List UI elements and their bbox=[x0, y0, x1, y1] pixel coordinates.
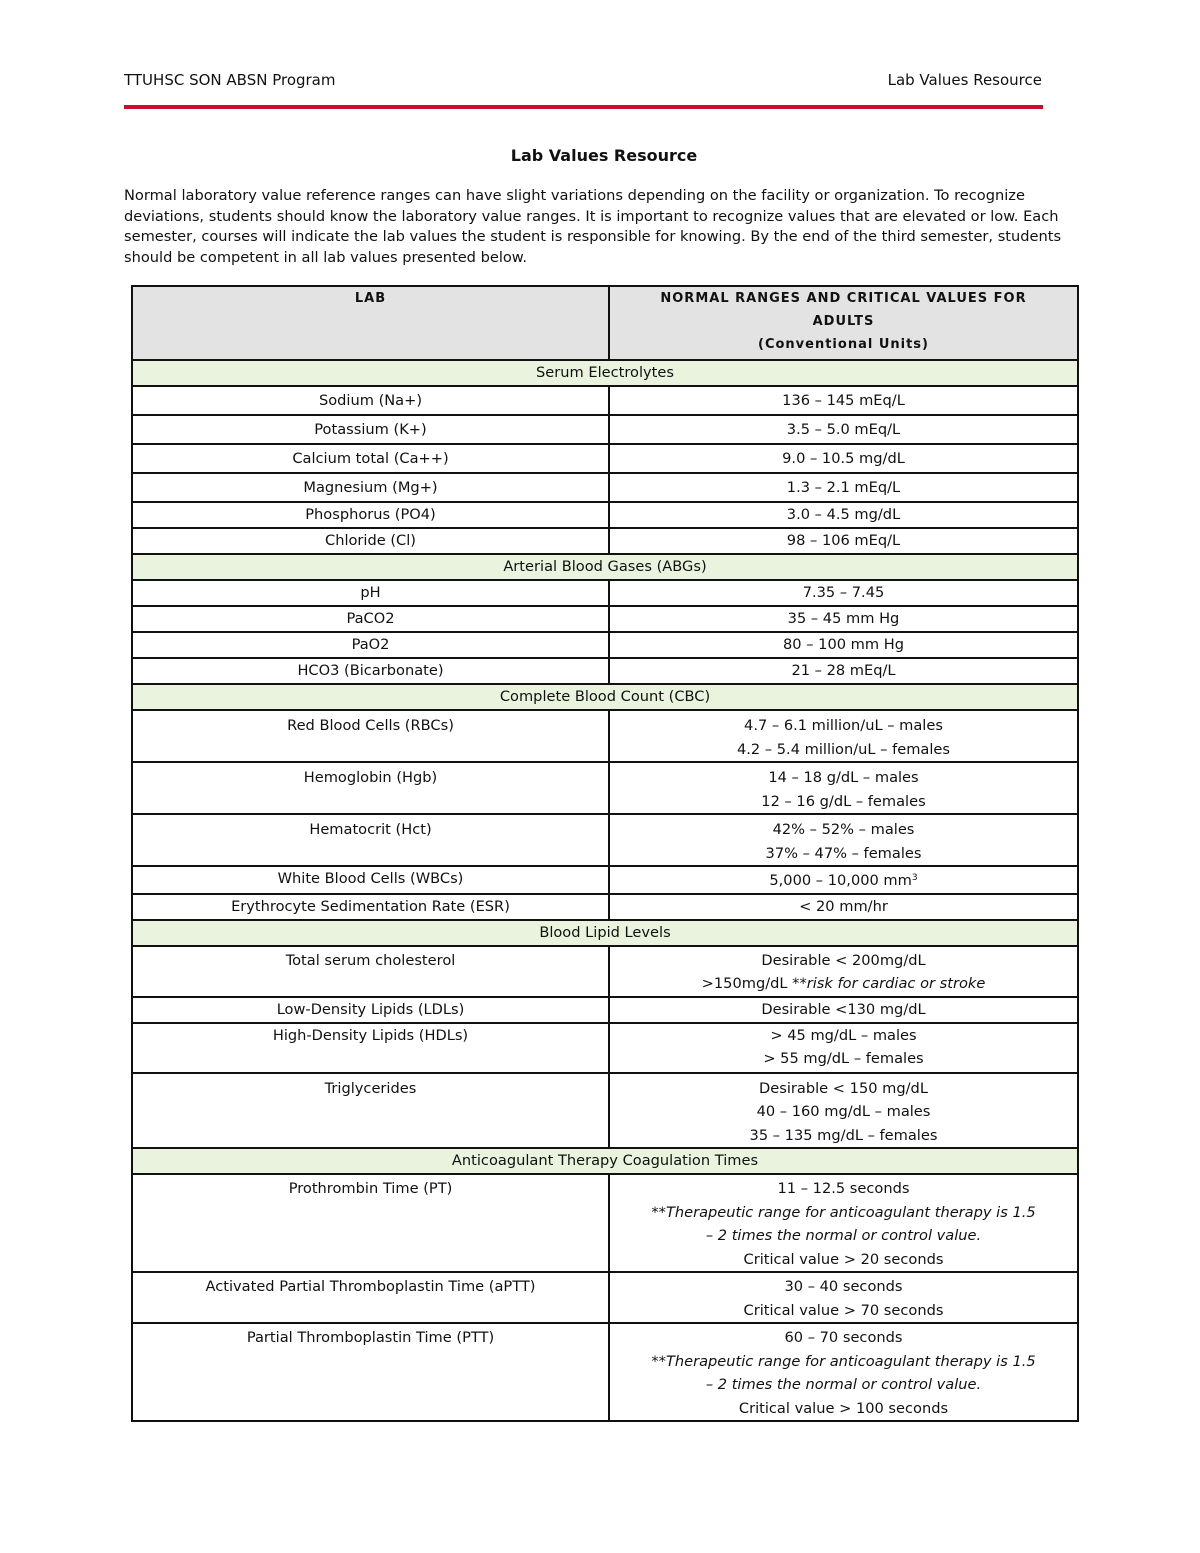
lab-range bbox=[609, 1323, 1078, 1421]
critical-value: Critical value > 70 seconds bbox=[743, 1301, 944, 1319]
lab-range bbox=[609, 710, 1078, 762]
range-line: 40 – 160 mg/dL – males bbox=[756, 1103, 931, 1120]
range-line bbox=[610, 972, 1077, 996]
range-line: 11 – 12.5 seconds bbox=[777, 1180, 910, 1197]
table-row bbox=[132, 946, 1078, 997]
lab-name: Magnesium (Mg+) bbox=[132, 473, 609, 502]
section-title: Anticoagulant Therapy Coagulation Times bbox=[132, 1148, 1078, 1174]
range-line: 37% – 47% – females bbox=[765, 844, 922, 862]
table-row bbox=[132, 814, 1078, 866]
running-header-title: Lab Values Resource bbox=[887, 71, 1042, 89]
table-row bbox=[132, 894, 1078, 920]
section-row bbox=[132, 684, 1078, 710]
range-value: 5,000 – 10,000 mm bbox=[769, 872, 912, 889]
table-row bbox=[132, 386, 1078, 415]
lab-values-table bbox=[131, 285, 1079, 1422]
header-lab: LAB bbox=[132, 286, 609, 360]
section-row bbox=[132, 1148, 1078, 1174]
section-row bbox=[132, 360, 1078, 386]
header-units-label: (Conventional Units) bbox=[758, 337, 929, 352]
lab-name: Activated Partial Thromboplastin Time (aPTT) bbox=[132, 1272, 609, 1323]
lab-range bbox=[609, 946, 1078, 997]
range-superscript: 3 bbox=[911, 873, 918, 883]
table-row bbox=[132, 710, 1078, 762]
table-row bbox=[132, 1272, 1078, 1323]
lab-range bbox=[609, 1272, 1078, 1323]
range-note bbox=[610, 1201, 1077, 1225]
range-line: 42% – 52% – males bbox=[772, 821, 915, 838]
section-title: Blood Lipid Levels bbox=[132, 920, 1078, 946]
lab-range bbox=[609, 1073, 1078, 1149]
lab-range bbox=[609, 866, 1078, 894]
lab-name: Hemoglobin (Hgb) bbox=[132, 762, 609, 814]
intro-paragraph: Normal laboratory value reference ranges can have slight variations depending on the facility or organization. To recognize deviations, students should know the laboratory value ranges. It is important to recognize values that are elevated or low. Each semester, courses will indicate the lab values the student is responsible for knowing. By the end of the third semester, students should be competent in all lab values presented below. bbox=[124, 187, 1062, 267]
lab-range: Desirable <130 mg/dL bbox=[609, 997, 1078, 1023]
range-line: 14 – 18 g/dL – males bbox=[768, 769, 919, 786]
range-line: Desirable < 200mg/dL bbox=[761, 951, 926, 969]
lab-name: Chloride (Cl) bbox=[132, 528, 609, 554]
lab-name: Potassium (K+) bbox=[132, 415, 609, 444]
lab-name: Calcium total (Ca++) bbox=[132, 444, 609, 473]
note-text: Therapeutic range for anticoagulant therapy is 1.5 bbox=[665, 1352, 1036, 1370]
lab-name: PaO2 bbox=[132, 632, 609, 658]
range-line: 4.2 – 5.4 million/uL – females bbox=[736, 740, 951, 758]
lab-range: 80 – 100 mm Hg bbox=[609, 632, 1078, 658]
range-note bbox=[610, 1350, 1077, 1374]
lab-range: 136 – 145 mEq/L bbox=[609, 386, 1078, 415]
lab-range bbox=[609, 762, 1078, 814]
note-prefix: ** bbox=[651, 1352, 666, 1370]
lab-range bbox=[609, 1174, 1078, 1272]
table-row bbox=[132, 580, 1078, 606]
lab-name: Phosphorus (PO4) bbox=[132, 502, 609, 528]
range-note: – 2 times the normal or control value. bbox=[705, 1376, 982, 1393]
table-row bbox=[132, 1073, 1078, 1149]
table-row bbox=[132, 1023, 1078, 1073]
range-line: 30 – 40 seconds bbox=[784, 1278, 903, 1295]
table-row bbox=[132, 528, 1078, 554]
lab-name: Prothrombin Time (PT) bbox=[132, 1174, 609, 1272]
note-text: Therapeutic range for anticoagulant therapy is 1.5 bbox=[665, 1203, 1036, 1221]
section-row bbox=[132, 554, 1078, 580]
lab-range: 98 – 106 mEq/L bbox=[609, 528, 1078, 554]
lab-name: Red Blood Cells (RBCs) bbox=[132, 710, 609, 762]
range-line: > 55 mg/dL – females bbox=[763, 1050, 924, 1067]
table-row bbox=[132, 1174, 1078, 1272]
lab-name: Partial Thromboplastin Time (PTT) bbox=[132, 1323, 609, 1421]
lab-range: 21 – 28 mEq/L bbox=[609, 658, 1078, 684]
critical-value: Critical value > 100 seconds bbox=[738, 1399, 949, 1417]
range-line: 12 – 16 g/dL – females bbox=[761, 792, 926, 810]
lab-range: 1.3 – 2.1 mEq/L bbox=[609, 473, 1078, 502]
lab-name: Erythrocyte Sedimentation Rate (ESR) bbox=[132, 894, 609, 920]
lab-name: Sodium (Na+) bbox=[132, 386, 609, 415]
lab-range: < 20 mm/hr bbox=[609, 894, 1078, 920]
range-note: risk for cardiac or stroke bbox=[806, 975, 986, 992]
lab-name: Total serum cholesterol bbox=[132, 946, 609, 997]
table-row bbox=[132, 415, 1078, 444]
table-row bbox=[132, 866, 1078, 894]
section-row bbox=[132, 920, 1078, 946]
table-row bbox=[132, 762, 1078, 814]
table-row bbox=[132, 444, 1078, 473]
range-value: >150mg/dL ** bbox=[701, 975, 807, 992]
range-line: 60 – 70 seconds bbox=[784, 1329, 903, 1346]
lab-name: White Blood Cells (WBCs) bbox=[132, 866, 609, 894]
lab-name: HCO3 (Bicarbonate) bbox=[132, 658, 609, 684]
running-header-program: TTUHSC SON ABSN Program bbox=[124, 71, 336, 89]
lab-name: pH bbox=[132, 580, 609, 606]
critical-value: Critical value > 20 seconds bbox=[743, 1250, 944, 1268]
range-line: > 45 mg/dL – males bbox=[770, 1026, 917, 1044]
lab-range: 9.0 – 10.5 mg/dL bbox=[609, 444, 1078, 473]
range-line: Desirable < 150 mg/dL bbox=[759, 1079, 928, 1097]
lab-range bbox=[609, 1023, 1078, 1073]
table-header-row bbox=[132, 286, 1078, 360]
lab-name: Low-Density Lipids (LDLs) bbox=[132, 997, 609, 1023]
lab-range: 3.5 – 5.0 mEq/L bbox=[609, 415, 1078, 444]
table-row bbox=[132, 606, 1078, 632]
lab-name: High-Density Lipids (HDLs) bbox=[132, 1023, 609, 1073]
lab-range bbox=[609, 814, 1078, 866]
table-row bbox=[132, 997, 1078, 1023]
range-line: 4.7 – 6.1 million/uL – males bbox=[744, 717, 943, 734]
section-title: Arterial Blood Gases (ABGs) bbox=[132, 554, 1078, 580]
lab-range: 3.0 – 4.5 mg/dL bbox=[609, 502, 1078, 528]
lab-range: 7.35 – 7.45 bbox=[609, 580, 1078, 606]
table-row bbox=[132, 1323, 1078, 1421]
table-row bbox=[132, 658, 1078, 684]
table-row bbox=[132, 632, 1078, 658]
page-title: Lab Values Resource bbox=[510, 146, 698, 165]
section-title: Complete Blood Count (CBC) bbox=[132, 684, 1078, 710]
section-title: Serum Electrolytes bbox=[132, 360, 1078, 386]
range-note: – 2 times the normal or control value. bbox=[705, 1227, 982, 1244]
header-normal-ranges-label: NORMAL RANGES AND CRITICAL VALUES FOR ADULTS bbox=[660, 291, 1027, 329]
table-row bbox=[132, 502, 1078, 528]
header-rule bbox=[124, 105, 1043, 109]
lab-range: 35 – 45 mm Hg bbox=[609, 606, 1078, 632]
lab-name: Hematocrit (Hct) bbox=[132, 814, 609, 866]
range-line: 35 – 135 mg/dL – females bbox=[749, 1126, 938, 1144]
table-row bbox=[132, 473, 1078, 502]
header-normal-ranges bbox=[609, 286, 1078, 360]
lab-name: PaCO2 bbox=[132, 606, 609, 632]
lab-name: Triglycerides bbox=[132, 1073, 609, 1149]
note-prefix: ** bbox=[651, 1203, 666, 1221]
